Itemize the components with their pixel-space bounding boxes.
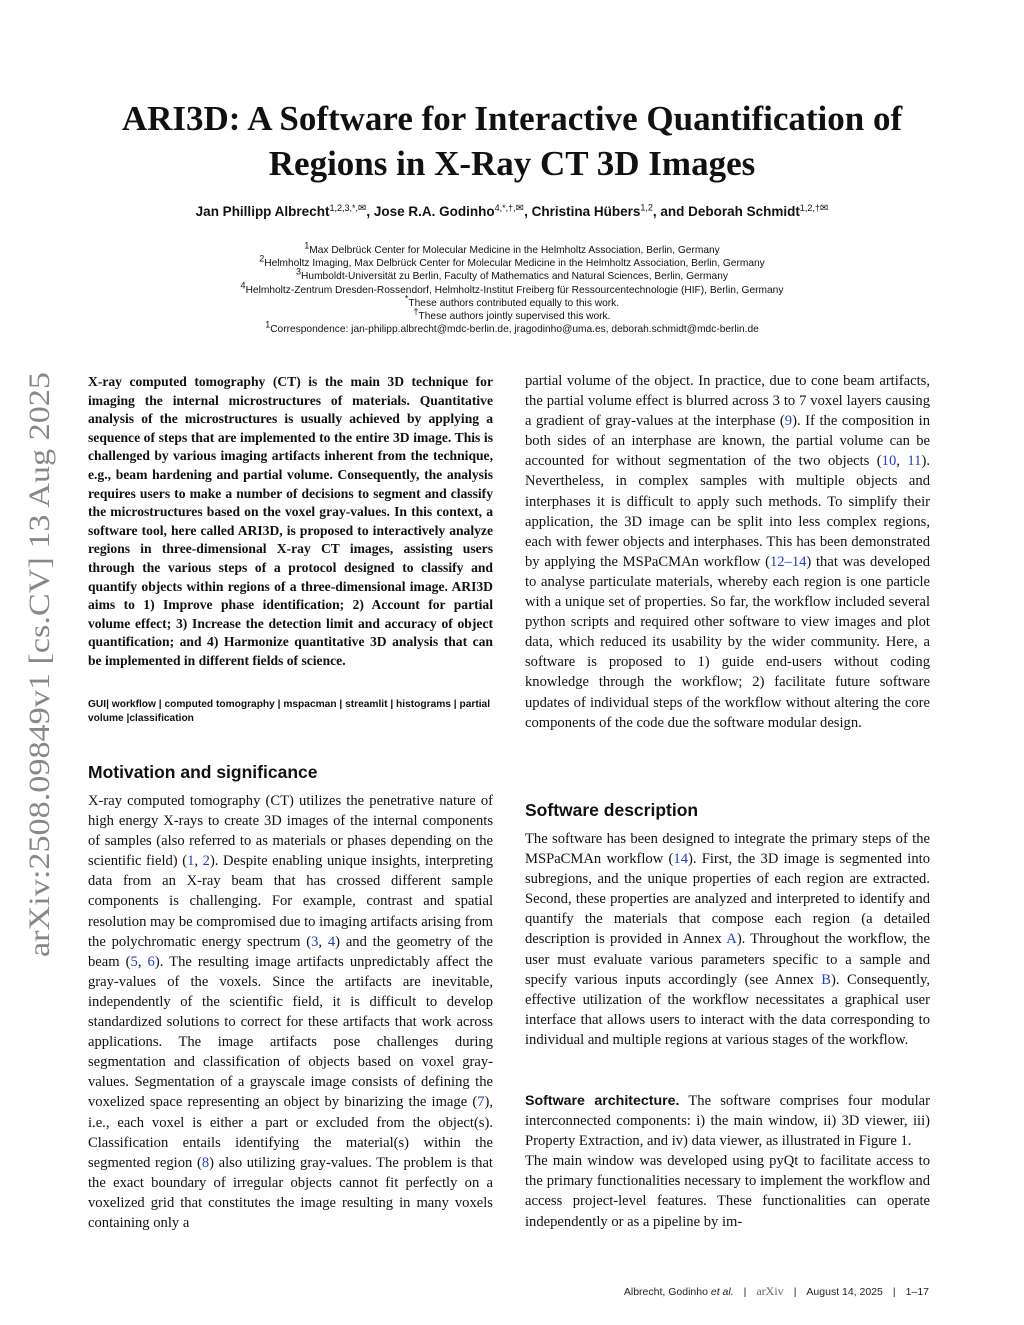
- arxiv-stamp-text: arXiv:2508.09849v1 [cs.CV] 13 Aug 2025: [23, 443, 56, 957]
- affiliations: [80, 240, 944, 336]
- mail-icon: ✉: [819, 202, 829, 214]
- author-name: Jose R.A. Godinho: [373, 204, 495, 219]
- affiliation-line: $^1$Max Delbrück Center for Molecular Medicine in the Helmholtz Association, Berlin, Germany: [304, 240, 720, 256]
- footer-separator: |: [743, 1285, 747, 1298]
- page-footer: [624, 1284, 929, 1299]
- affiliation-line: $^1$Correspondence: jan-philipp.albrecht@mdc-berlin.de, jragodinho@uma.es, deborah.schmidt@mdc-berlin.de: [265, 319, 759, 336]
- abstract: X-ray computed tomography (CT) is the main 3D technique for imaging the internal microstructures of materials. Quantitative analysis of the microstructures is usually achieved by applying a sequence of steps that are implemented to the entire 3D image. This is challenged by various imaging artifacts inherent from the technique, e.g., beam hardening and partial volume. Consequently, the analysis requires users to make a number of decisions to segment and classify the microstructures based on the voxel gray-values. In this context, a software tool, here called ARI3D, is proposed to interactively analyze regions in three-dimensional X-ray CT images, assisting users through the various steps of a protocol designed to classify and quantify objects within regions of a three-dimensional image. ARI3D aims to 1) Improve phase identification; 2) Account for partial volume effect; 3) Increase the detection limit and accuracy of object quantification; and 4) Harmonize quantitative 3D analysis that can be implemented in different fields of science.: [88, 374, 493, 668]
- author-affiliation-marks: 1,2: [640, 202, 653, 213]
- software-description-paragraph: The software has been designed to integrate the primary steps of the MSPaCMAn workflow (14). First, the 3D image is segmented into subregions, and the unique properties of each region are extracted. Second, these properties are analyzed and interpreted to identify and quantify the materials that compose each region (a detailed description is provided in Annex A). Throughout the workflow, the user must evaluate various parameters specific to a sample and specify various inputs accordingly (see Annex B). Consequently, effective utilization of the workflow necessitates a graphical user interface that allows users to interact with the data corresponding to individual and multiple regions at various stages of the workflow.: [525, 831, 931, 1048]
- arxiv-stamp: [16, 370, 60, 960]
- footer-date: August 14, 2025: [806, 1285, 883, 1298]
- architecture-paragraph-1: [525, 1091, 930, 1151]
- mail-icon: ✉: [357, 202, 367, 214]
- author-affiliation-marks: 1,2,3,*,✉: [329, 202, 367, 214]
- footer-separator: |: [892, 1285, 896, 1298]
- section-heading-software: Software description: [525, 800, 699, 820]
- footer-pages: 1–17: [905, 1285, 929, 1298]
- footer-separator: |: [793, 1285, 797, 1298]
- affiliation-line: †These authors jointly supervised this work.: [413, 306, 611, 323]
- architecture-section: [525, 1091, 930, 1232]
- author-list: Jan Phillipp Albrecht$^{1,2,3,*,✉}$, Jose R.A. Godinho$^{4,*,\dagger,✉}$, Christina Hübers$^{1,2}$, and Deborah Schmidt$^{1,2,\dagger✉}$: [195, 202, 829, 219]
- author-name: Christina Hübers: [531, 204, 641, 219]
- paper-title: ARI3D: A Software for Interactive Quantification of Regions in X-Ray CT 3D Images: [121, 99, 903, 183]
- right-column-paragraph: partial volume of the object. In practice, due to cone beam artifacts, the partial volume effect is blurred across 3 to 7 voxel layers causing a gradient of gray-values at the interphase (9). If the composition in both sides of an interphase are known, the partial volume can be accounted for without segmentation of the two objects (10, 11). Nevertheless, in complex samples with multiple objects and interphases it is difficult to apply such methods. To simplify their application, the 3D image can be split into less complex regions, each with fewer objects and interphases. This has been demonstrated by applying the MSPaCMAn workflow (12–14) that was developed to analyse particulate materials, whereby each region is one particle with a unique set of properties. So far, the workflow included several python scripts and required other software to view images and plot data, which reduced its usability by the wider community. Here, a software is proposed to 1) guide end-users without coding knowledge through the workflow; 2) facilitate future software updates of individual steps of the workflow without altering the core components of the code due the software modular design.: [525, 373, 930, 731]
- arxiv-logo: arXiv: [756, 1284, 784, 1298]
- author-name: Deborah Schmidt: [688, 204, 800, 219]
- affiliation-line: $^2$Helmholtz Imaging, Max Delbrück Center for Molecular Medicine in the Helmholtz Association, Berlin, Germany: [259, 253, 765, 270]
- affiliation-line: $^4$Helmholtz-Zentrum Dresden-Rossendorf, Helmholtz-Institut Freiberg für Ressourcentechnologie (HIF), Berlin, Germany: [240, 280, 784, 296]
- author-name: Jan Phillipp Albrecht: [195, 204, 330, 219]
- author-affiliation-marks: 4,*,†,✉: [494, 202, 525, 214]
- architecture-text-1: The software comprises four modular interconnected components: i) the main window, ii) 3D viewer, iii) Property Extraction, and iv) data viewer, as illustrated in Figure 1.: [525, 1093, 930, 1150]
- section-heading-motivation: Motivation and significance: [88, 762, 318, 782]
- author-affiliation-marks: 1,2,†✉: [799, 202, 829, 214]
- footer-authors: Albrecht, Godinho et al.: [623, 1285, 734, 1298]
- affiliation-line: *These authors contributed equally to this work.: [404, 293, 620, 309]
- mail-icon: ✉: [515, 202, 525, 214]
- architecture-paragraph-2: The main window was developed using pyQt to facilitate access to the primary functionalities necessary to implement the workflow and access project-level features. These functionalities can operate independently or as a pipeline by im-: [525, 1153, 930, 1230]
- motivation-paragraph: X-ray computed tomography (CT) utilizes the penetrative nature of high energy X-rays to create 3D images of the internal components of samples (also referred to as materials or phases depending on the scientific field) (1, 2). Despite enabling unique insights, interpreting data from an X-ray beam that has crossed different sample components is challenging. For example, contrast and spatial resolution may be compromised due to imaging artifacts arising from the polychromatic energy spectrum (3, 4) and the geometry of the beam (5, 6). The resulting image artifacts unpredictably affect the gray-values of the voxels. Since the artifacts are inevitable, independently of the scientific field, it is difficult to develop standardized solutions to correct for these artifacts that work across applications. The image artifacts pose challenges during segmentation and classification of objects based on voxel gray-values. Segmentation of a grayscale image consists of defining the voxelized space representing an object by binarizing the image (7), i.e., each voxel is either a part or excluded from the object(s). Classification entails identifying the material(s) within the segmented region (8) also utilizing gray-values. The problem is that the exact boundary of irregular objects cannot fit perfectly on a voxelized grid that constitutes the image resulting in many voxels containing only a: [88, 793, 494, 1231]
- keywords: GUI| workflow | computed tomography | mspacman | streamlit | histograms | partial volume |classification: [88, 699, 491, 724]
- architecture-label: Software architecture.: [525, 1093, 680, 1109]
- affiliation-line: $^3$Humboldt-Universität zu Berlin, Faculty of Mathematics and Natural Sciences, Berlin, Germany: [296, 267, 728, 283]
